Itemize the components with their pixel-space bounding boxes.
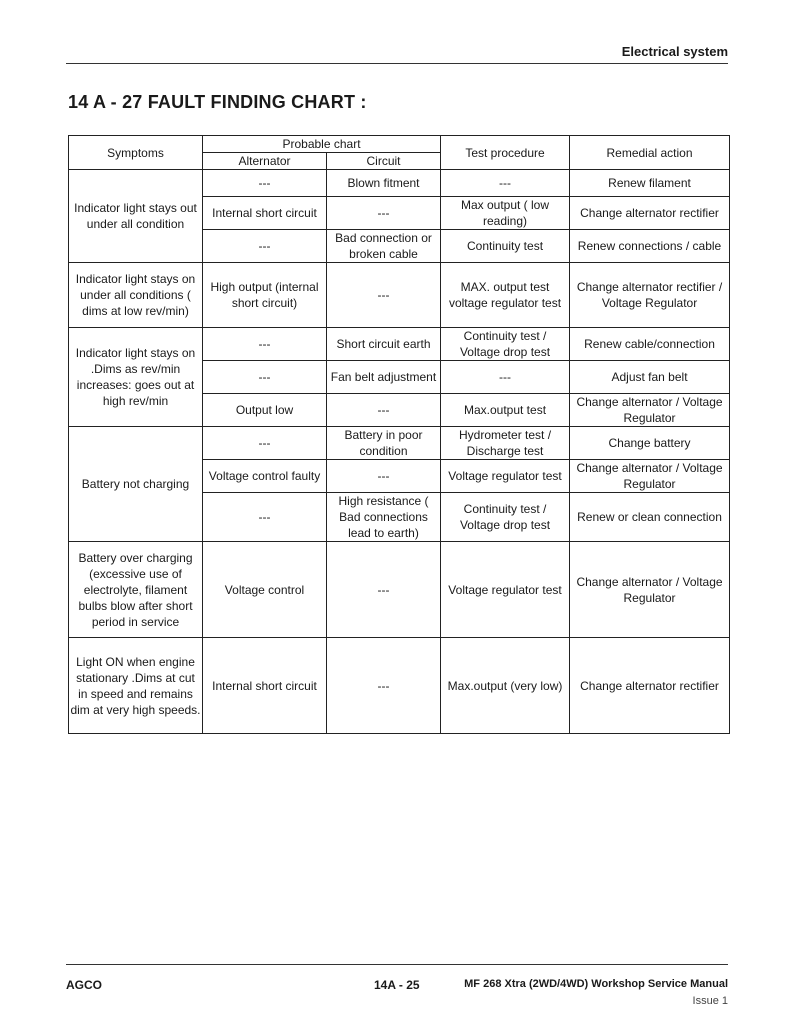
alternator-cell: --- [203,493,327,542]
remedial-cell: Renew cable/connection [570,328,730,361]
fault-finding-table [68,135,730,734]
alternator-cell: High output (internal short circuit) [203,263,327,328]
footer-brand: AGCO [66,978,102,992]
alternator-cell: --- [203,170,327,197]
table-row [69,427,730,460]
circuit-cell: Fan belt adjustment [327,361,441,394]
circuit-cell: Blown fitment [327,170,441,197]
remedial-cell: Renew connections / cable [570,230,730,263]
header-test-procedure: Test procedure [441,136,570,170]
remedial-cell: Adjust fan belt [570,361,730,394]
symptom-cell: Battery over charging (excessive use of electrolyte, filament bulbs blow after short period in service [69,542,203,638]
remedial-cell: Renew or clean connection [570,493,730,542]
test-cell: --- [441,170,570,197]
circuit-cell: --- [327,263,441,328]
issue-label: Issue 1 [692,995,728,1007]
table-row [69,542,730,638]
alternator-cell: --- [203,427,327,460]
symptom-cell: Battery not charging [69,427,203,542]
header-alternator: Alternator [203,153,327,170]
test-cell: Max.output (very low) [441,638,570,734]
circuit-cell: --- [327,460,441,493]
table-body [69,170,730,734]
circuit-cell: Short circuit earth [327,328,441,361]
remedial-cell: Change battery [570,427,730,460]
test-cell: Voltage regulator test [441,542,570,638]
circuit-cell: --- [327,542,441,638]
page-title: 14 A - 27 FAULT FINDING CHART : [68,92,367,112]
test-cell: Voltage regulator test [441,460,570,493]
header-circuit: Circuit [327,153,441,170]
footer-divider [66,964,728,965]
test-cell: Continuity test / Voltage drop test [441,328,570,361]
remedial-cell: Change alternator rectifier [570,197,730,230]
remedial-cell: Change alternator / Voltage Regulator [570,394,730,427]
table-row [69,170,730,197]
test-cell: --- [441,361,570,394]
table-row [69,328,730,361]
circuit-cell: --- [327,197,441,230]
table-header [69,136,730,170]
header-symptoms: Symptoms [69,136,203,170]
header-remedial-action: Remedial action [570,136,730,170]
section-title: Electrical system [621,44,728,59]
remedial-cell: Change alternator rectifier / Voltage Regulator [570,263,730,328]
symptom-cell: Indicator light stays on under all conditions ( dims at low rev/min) [69,263,203,328]
circuit-cell: High resistance ( Bad connections lead to earth) [327,493,441,542]
test-cell: Max.output test [441,394,570,427]
circuit-cell: Battery in poor condition [327,427,441,460]
test-cell: MAX. output test voltage regulator test [441,263,570,328]
test-cell: Max output ( low reading) [441,197,570,230]
circuit-cell: --- [327,394,441,427]
circuit-cell: Bad connection or broken cable [327,230,441,263]
alternator-cell: Voltage control faulty [203,460,327,493]
table-row [69,638,730,734]
alternator-cell: Voltage control [203,542,327,638]
page-number: 14A - 25 [374,978,420,992]
symptom-cell: Light ON when engine stationary .Dims at cut in speed and remains dim at very high speeds. [69,638,203,734]
manual-title: MF 268 Xtra (2WD/4WD) Workshop Service Manual [464,978,728,990]
test-cell: Continuity test / Voltage drop test [441,493,570,542]
test-cell: Hydrometer test / Discharge test [441,427,570,460]
alternator-cell: --- [203,328,327,361]
symptom-cell: Indicator light stays out under all condition [69,170,203,263]
alternator-cell: Output low [203,394,327,427]
remedial-cell: Change alternator / Voltage Regulator [570,460,730,493]
header-probable-chart: Probable chart [203,136,441,153]
table-row [69,263,730,328]
alternator-cell: --- [203,361,327,394]
alternator-cell: Internal short circuit [203,197,327,230]
remedial-cell: Renew filament [570,170,730,197]
remedial-cell: Change alternator rectifier [570,638,730,734]
circuit-cell: --- [327,638,441,734]
test-cell: Continuity test [441,230,570,263]
remedial-cell: Change alternator / Voltage Regulator [570,542,730,638]
alternator-cell: Internal short circuit [203,638,327,734]
symptom-cell: Indicator light stays on .Dims as rev/min increases: goes out at high rev/min [69,328,203,427]
alternator-cell: --- [203,230,327,263]
header-divider [66,63,728,64]
